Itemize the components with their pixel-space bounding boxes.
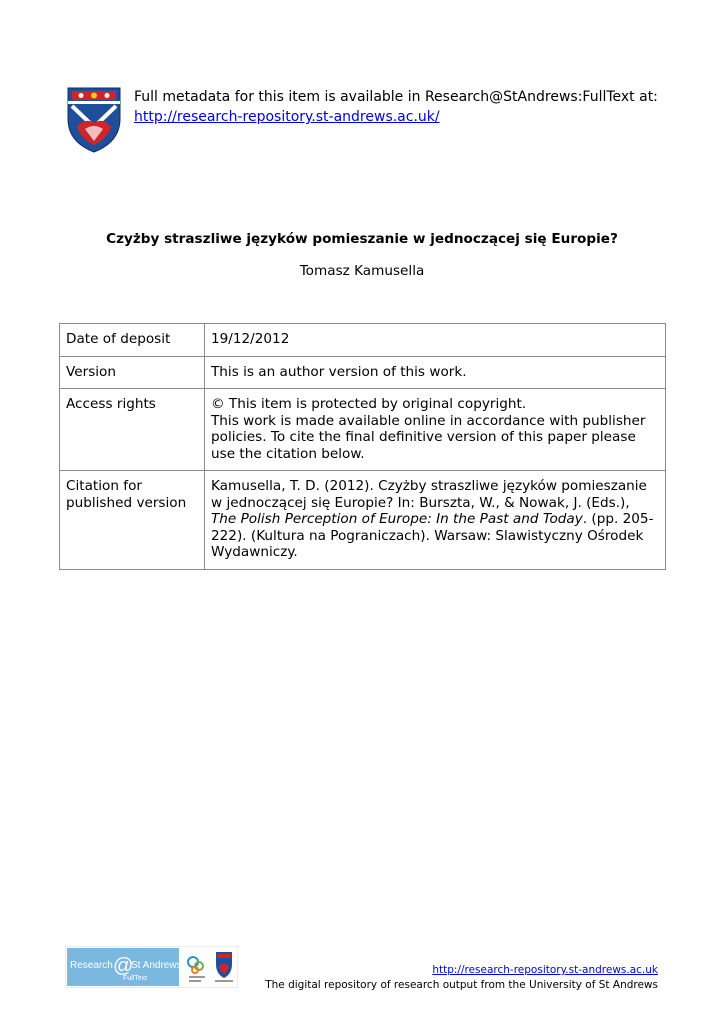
date-value: 19/12/2012 [205, 324, 666, 357]
citation-label: Citation for published version [60, 471, 205, 570]
version-label: Version [60, 356, 205, 389]
table-row [60, 389, 666, 471]
university-crest-logo [67, 87, 121, 153]
table-row [60, 356, 666, 389]
table-row [60, 471, 666, 570]
citation-text-start: Kamusella, T. D. (2012). Czyżby straszliwe języków pomieszanie w jednoczącej się Europie? In: Burszta, W., & Nowak, J. (Eds.), [211, 478, 647, 511]
citation-value [205, 471, 666, 570]
version-value: This is an author version of this work. [205, 356, 666, 389]
svg-text:@: @ [113, 955, 134, 977]
deposit-info-table [59, 323, 666, 570]
metadata-text: Full metadata for this item is available in Research@StAndrews:FullText at: [134, 89, 658, 105]
access-label: Access rights [60, 389, 205, 471]
date-label: Date of deposit [60, 324, 205, 357]
document-title: Czyżby straszliwe języków pomieszanie w jednoczącej się Europie? [106, 231, 618, 247]
citation-book-title: The Polish Perception of Europe: In the Past and Today [211, 511, 583, 527]
metadata-notice [134, 87, 658, 127]
copyright-line: © This item is protected by original copyright. [211, 396, 527, 412]
availability-note: This work is made available online in accordance with publisher policies. To cite the final definitive version of this paper please use the citation below. [211, 412, 646, 462]
citation-text-end: . (pp. 205-222). (Kultura na Pograniczach). Warsaw: Slawistyczny Ośrodek Wydawniczy. [211, 511, 654, 560]
access-value [205, 389, 666, 471]
logo-text-research: Research [70, 960, 113, 971]
logo-text-fulltext: FullText [123, 975, 148, 982]
table-row [60, 324, 666, 357]
research-standrews-fulltext-logo [65, 946, 238, 988]
footer-tagline: The digital repository of research output from the University of St Andrews [265, 979, 658, 991]
footer [265, 963, 658, 993]
document-author: Tomasz Kamusella [299, 263, 425, 279]
footer-repository-link[interactable]: http://research-repository.st-andrews.ac.uk [432, 964, 658, 976]
repository-link[interactable]: http://research-repository.st-andrews.ac.uk/ [134, 109, 440, 125]
logo-text-standrews: St Andrews [131, 960, 182, 971]
